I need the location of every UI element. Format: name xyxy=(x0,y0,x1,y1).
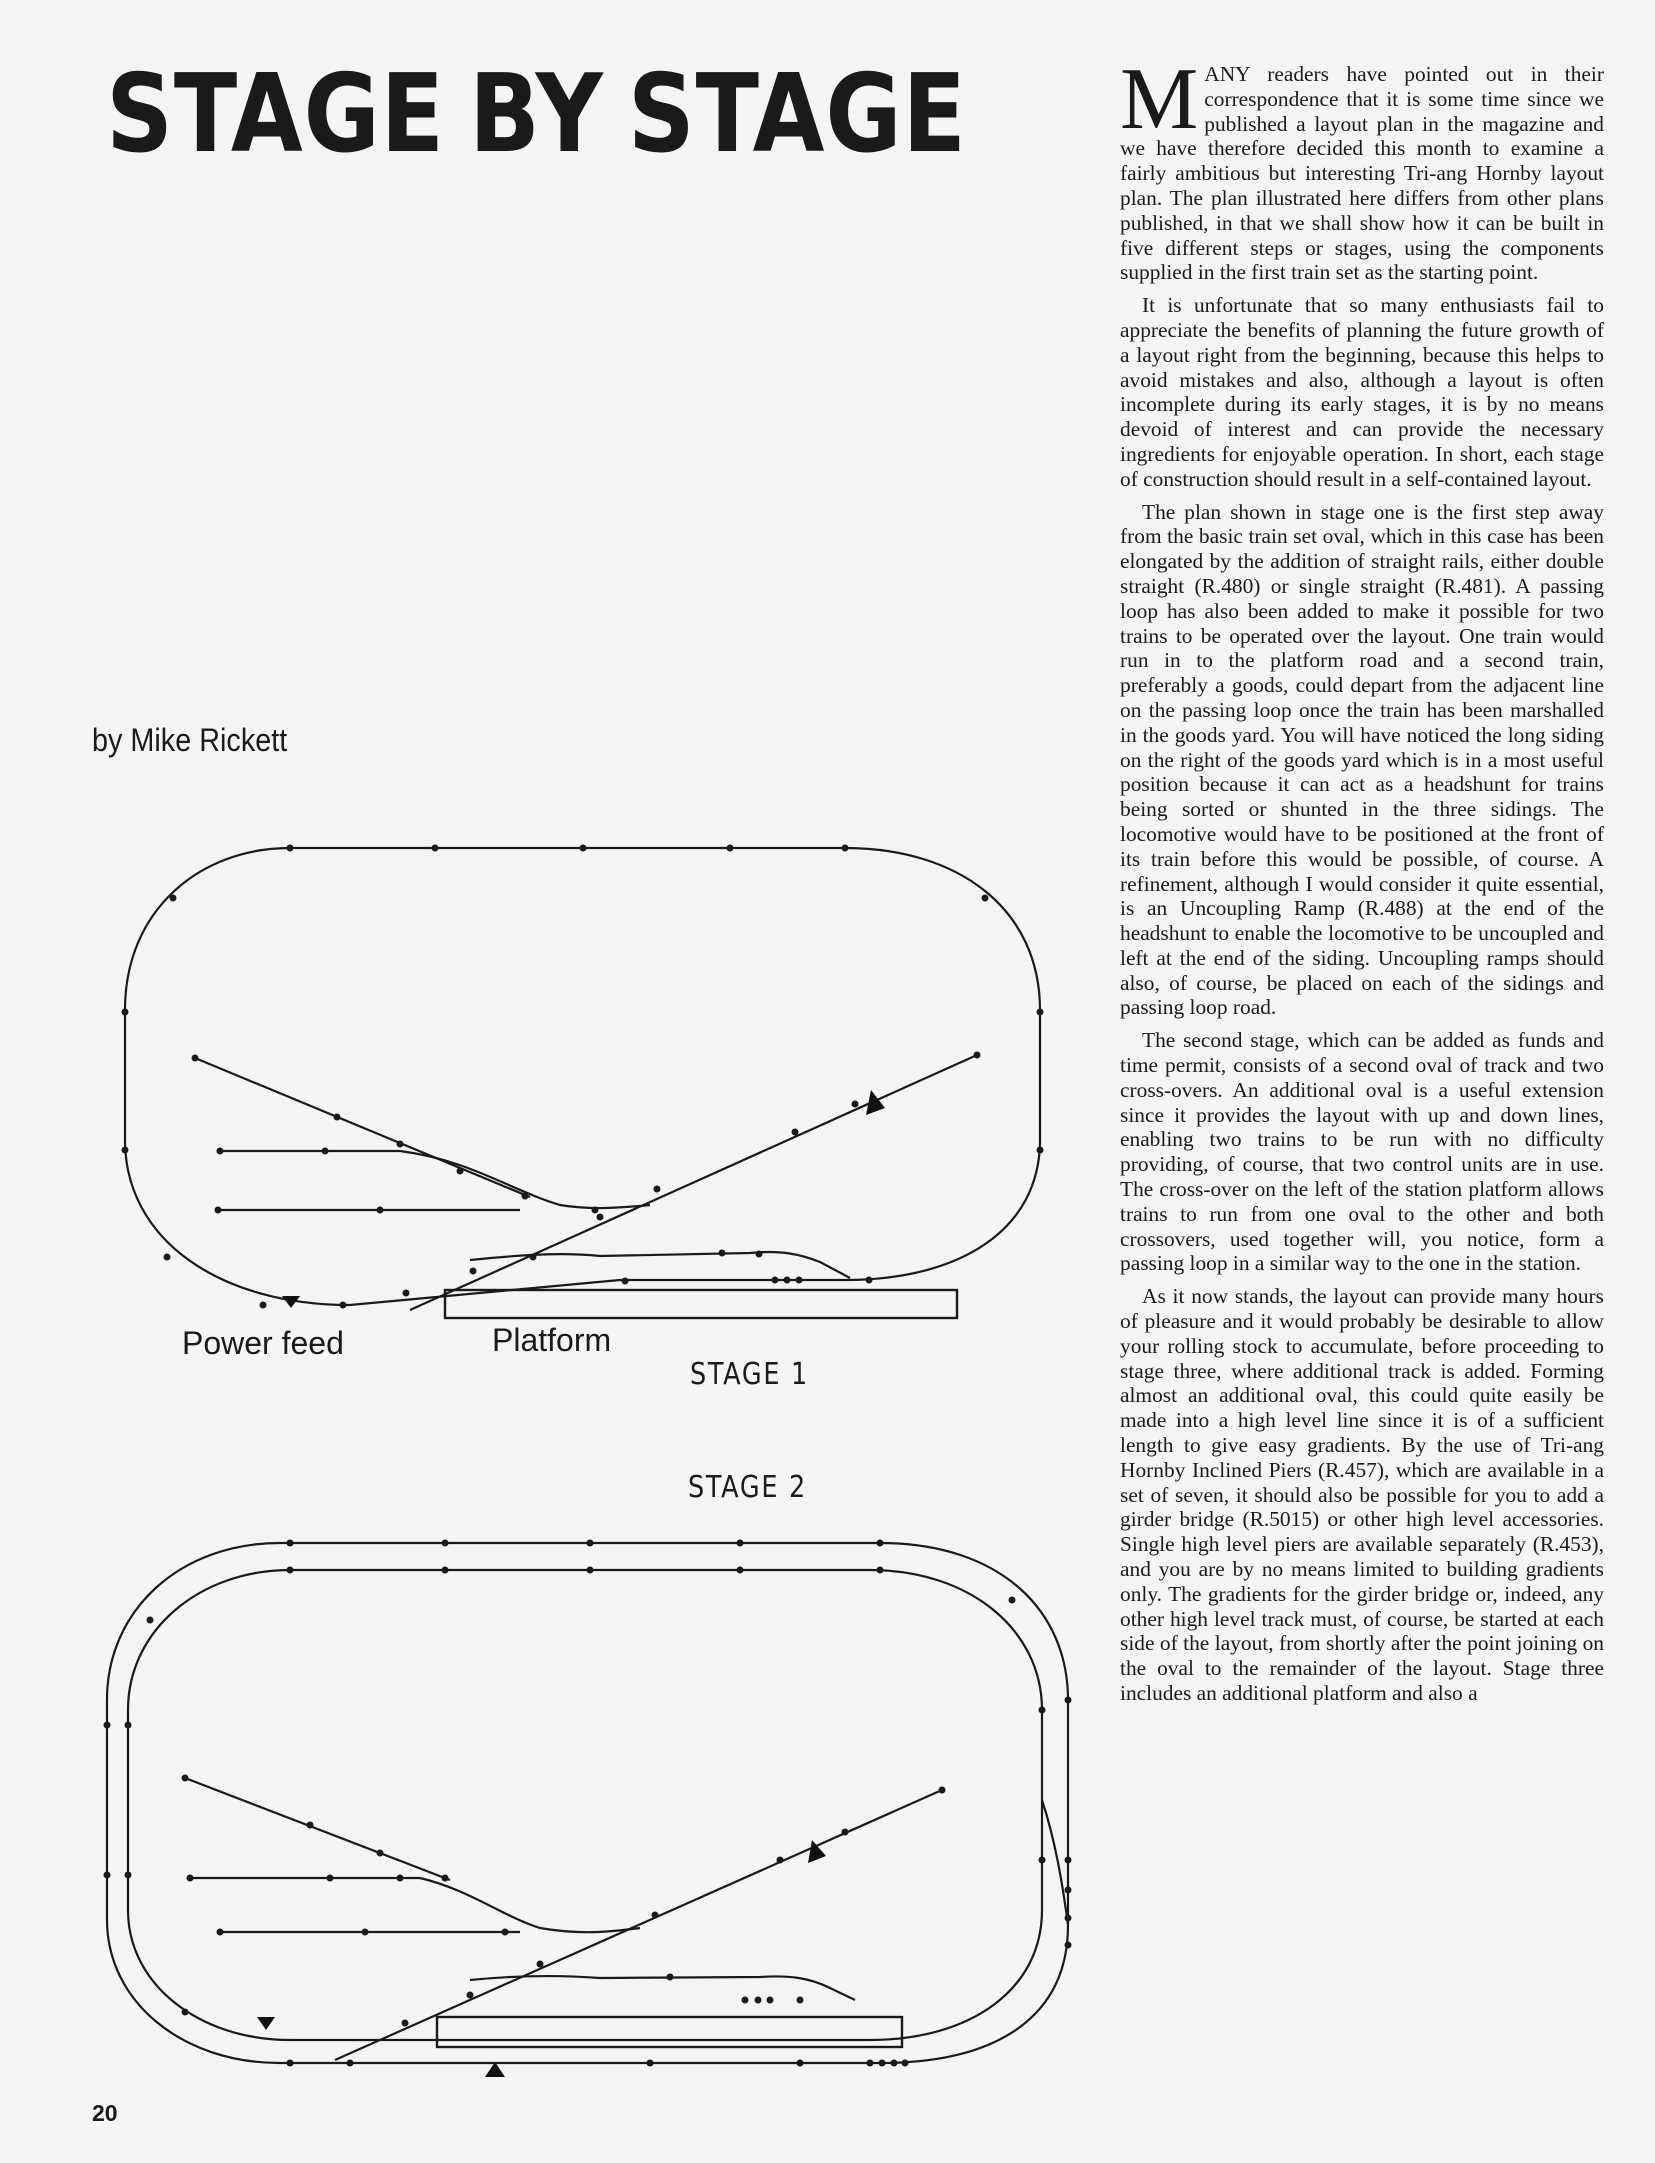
stage-2-power-feed-marker-2 xyxy=(485,2062,505,2077)
stage-2-headshunt xyxy=(335,1790,942,2060)
article-paragraph: It is unfortunate that so many enthusiasts fail to appreciate the benefits of planning the future growth of a layout right from the beginning, because this helps to avoid mistakes and also, although a layout is often incomplete during its early stages, it is by no means devoid of interest and can provide the necessary ingredients for enjoyable operation. In short, each stage of construction should result in a self-contained layout. xyxy=(1120,293,1604,491)
stage-1-rail-joints xyxy=(122,845,1044,1309)
stage-1-siding-1 xyxy=(195,1058,530,1197)
stage-1-direction-marker xyxy=(866,1090,885,1115)
stage-2-passing-loop xyxy=(470,1976,855,2000)
headline-word-1: STAGE xyxy=(106,52,445,177)
stage-2-yard-ladder xyxy=(420,1878,640,1932)
article-paragraph: The plan shown in stage one is the first step away from the basic train set oval, which in this case has been elongated by the addition of straight rails, either double straight (R.480) or single straight (R.481). A passing loop has also been added to make it possible for two trains to be operated over the layout. One train would run in to the platform road and a second train, preferably a goods, could depart from the adjacent line on the passing loop once the train has been marshalled in the goods yard. You will have noticed the long siding on the right of the goods yard which is in a most useful position because it can act as a headshunt for trains being sorted or shunted in the three sidings. The locomotive would have to be positioned at the front of its train before this would be possible, of course. A refinement, although I would consider it quite essential, is an Uncoupling Ramp (R.488) at the end of the headshunt to enable the locomotive to be uncoupled and left at the end of the siding. Uncoupling ramps should also, of course, be placed on each of the sidings and passing loop road. xyxy=(1120,499,1604,1020)
stage-2-platform xyxy=(437,2017,902,2047)
article-paragraph: MANY readers have pointed out in their correspondence that it is some time since we published a layout plan in the magazine and we have therefore decided this month to examine a fairly ambitious but interesting Tri-ang Hornby layout plan. The plan illustrated here differs from other plans published, in that we shall show how it can be built in five different steps or stages, using the components supplied in the first train set as the starting point. xyxy=(1120,51,1604,285)
stage-2-inner-oval xyxy=(128,1570,1042,2040)
power-feed-label: Power feed xyxy=(182,1325,344,1361)
stage-2-track-plan xyxy=(104,1540,1072,2078)
byline: by Mike Rickett xyxy=(92,722,288,758)
article-body xyxy=(1120,51,1604,1714)
page-number: 20 xyxy=(92,2100,118,2126)
headline-word-2: BY xyxy=(469,52,604,177)
stage-2-crossover-right xyxy=(1042,1800,1068,1925)
stage-2-power-feed-marker xyxy=(257,2017,275,2030)
stage-1-track-plan xyxy=(122,845,1044,1319)
platform-label: Platform xyxy=(492,1322,612,1358)
stage-2-label: STAGE 2 xyxy=(688,1470,807,1505)
article-paragraph: The second stage, which can be added as funds and time permit, consists of a second oval of track and two cross-overs. An additional oval is a useful extension since it provides the layout with up and down lines, enabling two trains to be run with no difficulty providing, of course, that two control units are in use. The cross-over on the left of the station platform allows trains to run from one oval to the other and both crossovers, used together will, you notice, form a passing loop in a similar way to the one in the station. xyxy=(1120,1028,1604,1276)
drop-cap: M xyxy=(1120,51,1199,148)
stage-2-siding-1 xyxy=(185,1778,450,1880)
stage-1-passing-loop xyxy=(470,1252,850,1278)
stage-1-main-oval xyxy=(125,848,1040,1305)
headline-word-3: STAGE xyxy=(627,52,967,177)
stage-1-platform xyxy=(445,1290,957,1318)
stage-1-label: STAGE 1 xyxy=(690,1357,809,1392)
article-paragraph: As it now stands, the layout can provide many hours of pleasure and it would probably be desirable to allow your rolling stock to accumulate, before proceeding to stage three, where additional track is added. Forming almost an additional oval, this could quite easily be made into a high level line since it is of a sufficient length to give easy gradients. By the use of Tri-ang Hornby Inclined Piers (R.457), which are available in a set of seven, it should also be possible for you to add a girder bridge (R.5015) or other high level accessories. Single high level piers are available separately (R.453), and you are by no means limited to building gradients only. The gradients for the girder bridge or, indeed, any other high level track must, of course, be started at each side of the layout, from shortly after the point joining on the oval to the remainder of the layout. Stage three includes an additional platform and also a xyxy=(1120,1284,1604,1705)
